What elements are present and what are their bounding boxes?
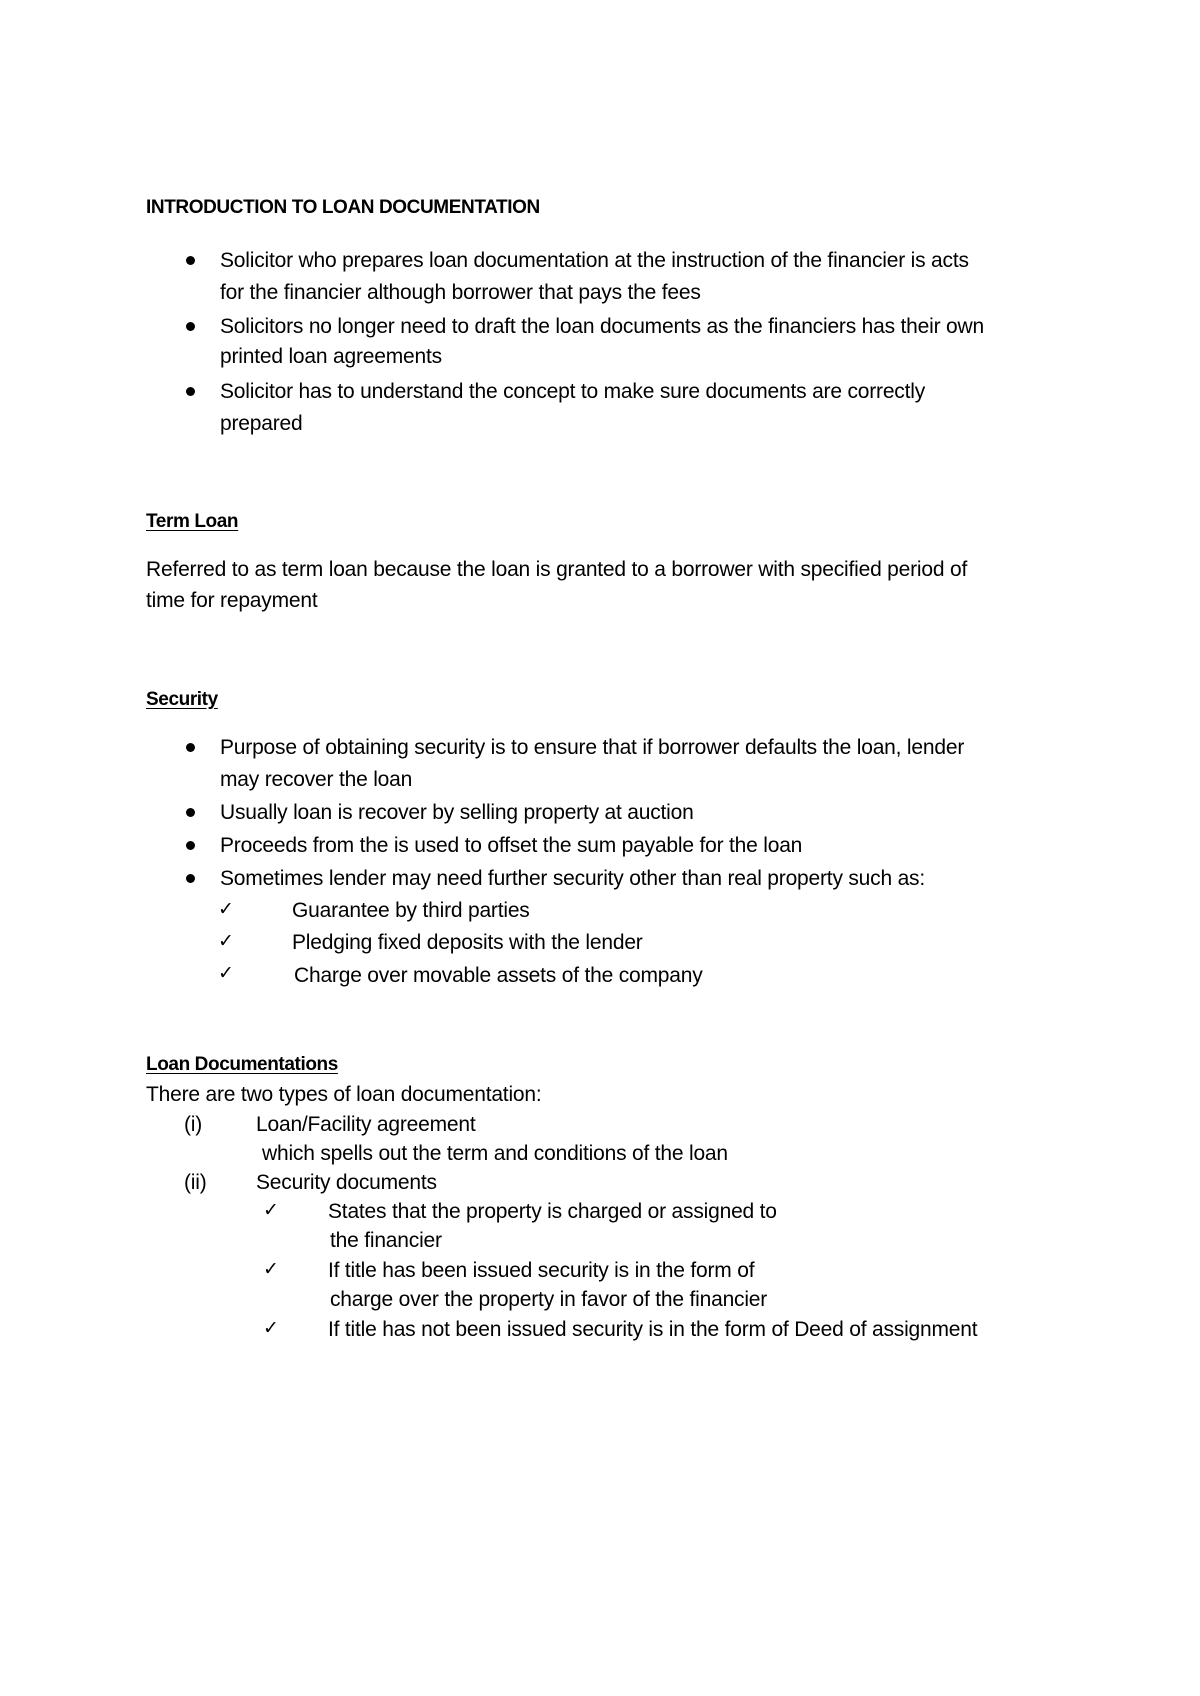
list-item-line: for the financier although borrower that pays the fees	[220, 281, 701, 304]
list-item-line: Usually loan is recover by selling property at auction	[220, 801, 694, 824]
loan-documentations-heading: Loan Documentations	[146, 1054, 338, 1075]
security-heading: Security	[146, 689, 218, 710]
list-marker: (ii)	[184, 1171, 207, 1194]
checkmark-icon: ✓	[263, 1317, 279, 1339]
paragraph-line: time for repayment	[146, 589, 318, 612]
paragraph-line: Referred to as term loan because the loan is granted to a borrower with specified period of	[146, 558, 968, 581]
list-item-line: Loan/Facility agreement	[256, 1113, 476, 1136]
paragraph-line: There are two types of loan documentation:	[146, 1083, 542, 1106]
check-item-line: If title has been issued security is in the form of	[328, 1259, 755, 1282]
list-item-line: which spells out the term and conditions of the loan	[262, 1142, 728, 1165]
term-loan-heading: Term Loan	[146, 511, 239, 532]
bullet-icon	[186, 256, 195, 265]
bullet-icon	[186, 743, 195, 752]
bullet-icon	[186, 322, 195, 331]
list-item-line: Proceeds from the is used to offset the sum payable for the loan	[220, 834, 803, 857]
check-item-line: Charge over movable assets of the company	[294, 964, 703, 987]
check-item-line: Pledging fixed deposits with the lender	[292, 931, 643, 954]
list-item-line: may recover the loan	[220, 768, 413, 791]
check-item-line: charge over the property in favor of the financier	[330, 1288, 768, 1311]
checkmark-icon: ✓	[218, 898, 234, 920]
checkmark-icon: ✓	[218, 930, 234, 952]
list-item-line: Security documents	[256, 1171, 437, 1194]
bullet-icon	[186, 808, 195, 817]
list-item-line: Solicitor has to understand the concept to make sure documents are correctly	[220, 380, 926, 403]
bullet-icon	[186, 874, 195, 883]
list-item-line: Solicitor who prepares loan documentation at the instruction of the financier is acts	[220, 249, 969, 272]
bullet-icon	[186, 841, 195, 850]
list-item-line: printed loan agreements	[220, 345, 442, 368]
check-item-line: States that the property is charged or assigned to	[328, 1200, 777, 1223]
checkmark-icon: ✓	[263, 1199, 279, 1221]
check-item-line: the financier	[330, 1229, 442, 1252]
list-item-line: Solicitors no longer need to draft the loan documents as the financiers has their own	[220, 315, 984, 338]
page-title: INTRODUCTION TO LOAN DOCUMENTATION	[146, 197, 540, 218]
list-item-line: Sometimes lender may need further security other than real property such as:	[220, 867, 925, 890]
list-item-line: Purpose of obtaining security is to ensure that if borrower defaults the loan, lender	[220, 736, 965, 759]
checkmark-icon: ✓	[218, 962, 234, 984]
check-item-line: Guarantee by third parties	[292, 899, 530, 922]
list-item-line: prepared	[220, 412, 303, 435]
bullet-icon	[186, 387, 195, 396]
check-item-line: If title has not been issued security is in the form of Deed of assignment	[328, 1318, 978, 1341]
checkmark-icon: ✓	[263, 1258, 279, 1280]
list-marker: (i)	[184, 1113, 203, 1136]
